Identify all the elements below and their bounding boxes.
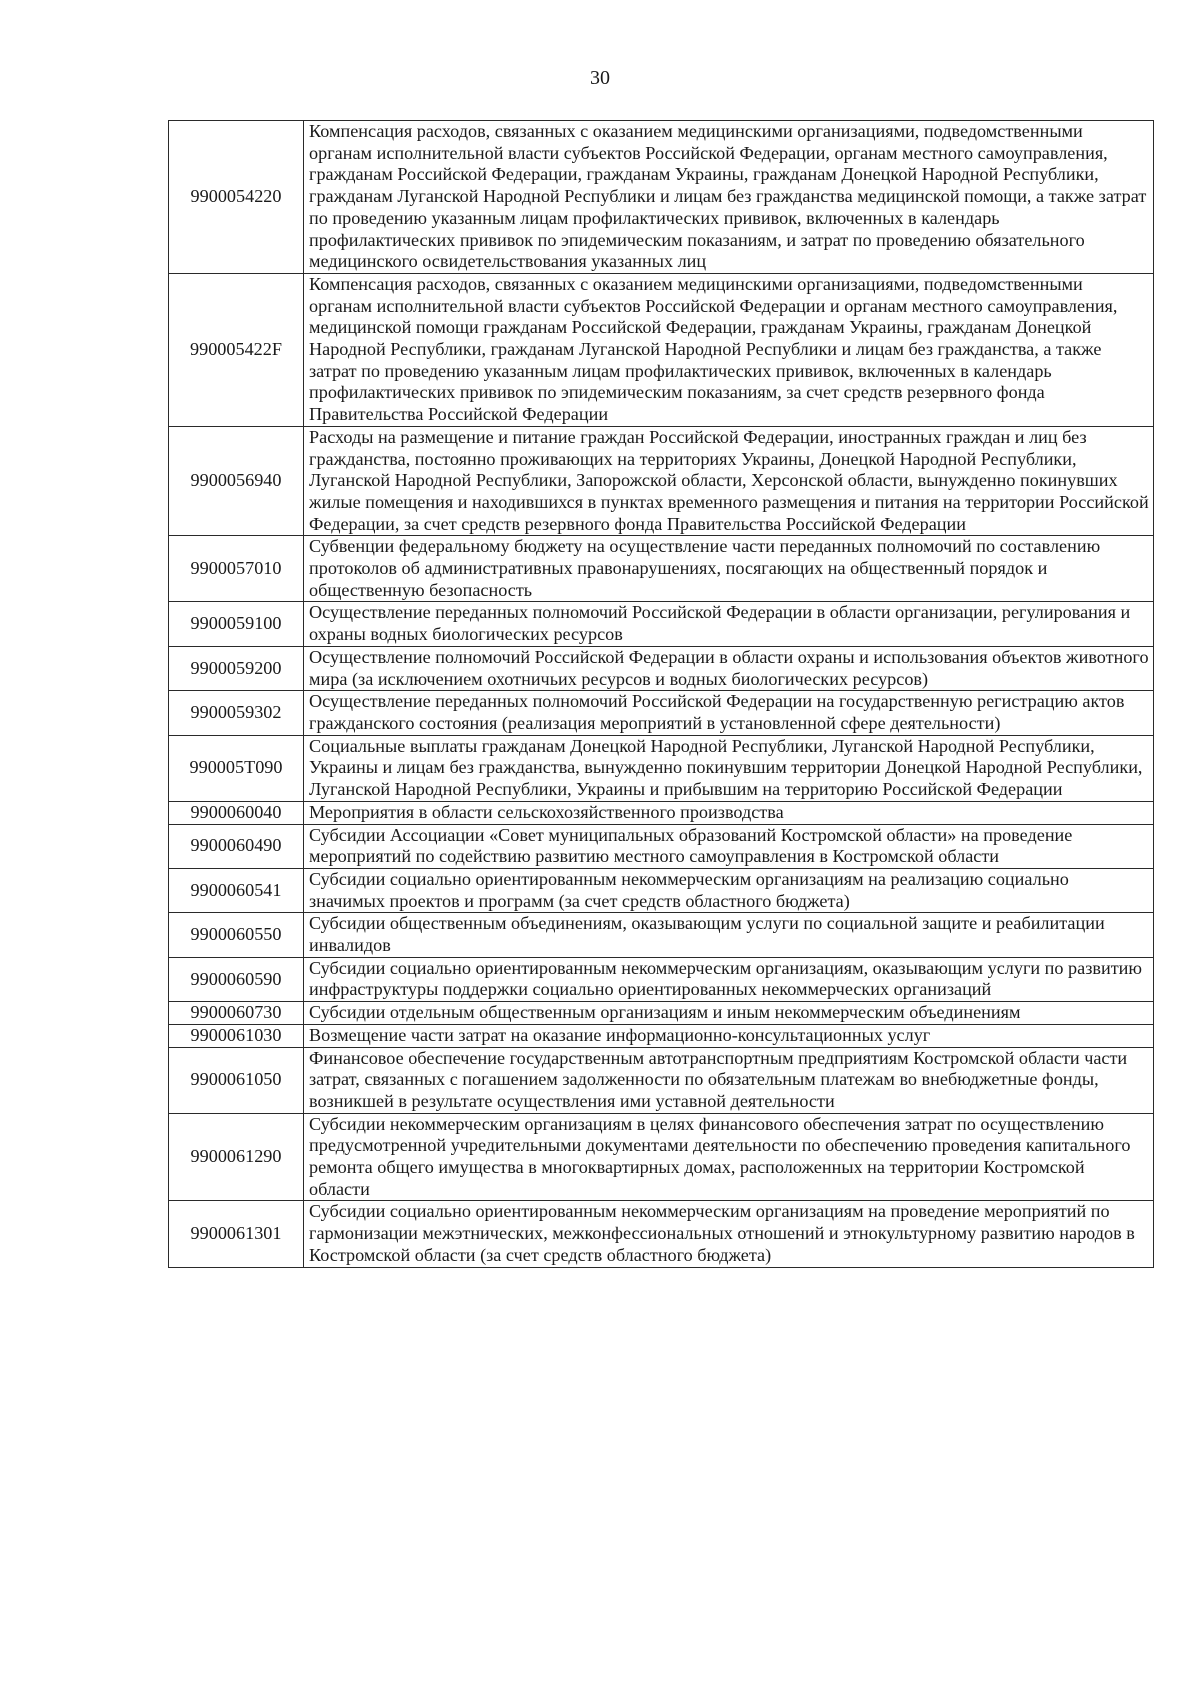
row-description: Компенсация расходов, связанных с оказанием медицинскими организациями, подведомственными органам исполнительной власти субъектов Российской Федерации, органам местного самоуправления, гражданам Российской Федерации, гражданам Украины, гражданам Донецкой Народной Республики, гражданам Луганской Народной Республики и лицам без гражданства медицинской помощи, а также затрат по проведению указанным лицам профилактических прививок, включенных в календарь профилактических прививок по эпидемическим показаниям, и затрат по проведению обязательного медицинского освидетельствования указанных лиц (304, 121, 1154, 274)
table-row (169, 536, 1154, 602)
row-description: Субсидии социально ориентированным некоммерческим организациям на проведение мероприятий по гармонизации межэтнических, межконфессиональных отношений и этнокультурному развитию народов в Костромской области (за счет средств областного бюджета) (304, 1201, 1154, 1267)
row-code: 9900054220 (169, 121, 304, 274)
table-row (169, 1201, 1154, 1267)
row-description: Субсидии Ассоциации «Совет муниципальных образований Костромской области» на проведение мероприятий по содействию развитию местного самоуправления в Костромской области (304, 824, 1154, 868)
table-row (169, 913, 1154, 957)
row-code: 990005Т090 (169, 735, 304, 801)
row-code: 9900060590 (169, 957, 304, 1001)
row-description: Осуществление переданных полномочий Российской Федерации в области организации, регулирования и охраны водных биологических ресурсов (304, 602, 1154, 646)
table-row (169, 868, 1154, 912)
row-description: Субсидии некоммерческим организациям в целях финансового обеспечения затрат по осуществлению предусмотренной учредительными документами деятельности по обеспечению проведения капитального ремонта общего имущества в многоквартирных домах, расположенных на территории Костромской области (304, 1113, 1154, 1201)
row-description: Возмещение части затрат на оказание информационно-консультационных услуг (304, 1024, 1154, 1047)
table-row (169, 273, 1154, 426)
row-code: 9900060730 (169, 1002, 304, 1025)
row-description: Субсидии отдельным общественным организациям и иным некоммерческим объединениям (304, 1002, 1154, 1025)
row-description: Расходы на размещение и питание граждан Российской Федерации, иностранных граждан и лиц без гражданства, постоянно проживающих на территориях Украины, Донецкой Народной Республики, Луганской Народной Республики, Запорожской области, Херсонской области, вынужденно покинувших жилые помещения и находившихся в пунктах временного размещения и питания на территории Российской Федерации, за счет средств резервного фонда Правительства Российской Федерации (304, 426, 1154, 536)
budget-code-table (168, 120, 1154, 1268)
row-code: 9900061050 (169, 1047, 304, 1113)
table-row (169, 1002, 1154, 1025)
table-row (169, 824, 1154, 868)
table-row (169, 801, 1154, 824)
row-code: 9900061301 (169, 1201, 304, 1267)
table-row (169, 1113, 1154, 1201)
row-code: 990005422F (169, 273, 304, 426)
row-code: 9900061030 (169, 1024, 304, 1047)
row-description: Осуществление переданных полномочий Российской Федерации на государственную регистрацию актов гражданского состояния (реализация мероприятий в установленной сфере деятельности) (304, 691, 1154, 735)
page-number: 30 (590, 67, 610, 89)
table-row (169, 602, 1154, 646)
row-description: Мероприятия в области сельскохозяйственного производства (304, 801, 1154, 824)
table-row (169, 957, 1154, 1001)
row-description: Социальные выплаты гражданам Донецкой Народной Республики, Луганской Народной Республики, Украины и лицам без гражданства, вынужденно покинувшим территории Донецкой Народной Республики, Луганской Народной Республики, Украины и прибывшим на территорию Российской Федерации (304, 735, 1154, 801)
row-code: 9900059200 (169, 646, 304, 690)
row-code: 9900060040 (169, 801, 304, 824)
row-description: Финансовое обеспечение государственным автотранспортным предприятиям Костромской области части затрат, связанных с погашением задолженности по обязательным платежам во внебюджетные фонды, возникшей в результате осуществления ими уставной деятельности (304, 1047, 1154, 1113)
table-row (169, 426, 1154, 536)
row-description: Субсидии социально ориентированным некоммерческим организациям на реализацию социально значимых проектов и программ (за счет средств областного бюджета) (304, 868, 1154, 912)
table-row (169, 1024, 1154, 1047)
row-code: 9900060541 (169, 868, 304, 912)
row-code: 9900060550 (169, 913, 304, 957)
table-row (169, 735, 1154, 801)
table-row (169, 691, 1154, 735)
row-description: Субсидии общественным объединениям, оказывающим услуги по социальной защите и реабилитации инвалидов (304, 913, 1154, 957)
row-code: 9900061290 (169, 1113, 304, 1201)
table-row (169, 646, 1154, 690)
row-code: 9900056940 (169, 426, 304, 536)
table-row (169, 1047, 1154, 1113)
row-code: 9900059100 (169, 602, 304, 646)
row-code: 9900059302 (169, 691, 304, 735)
row-description: Субвенции федеральному бюджету на осуществление части переданных полномочий по составлению протоколов об административных правонарушениях, посягающих на общественный порядок и общественную безопасность (304, 536, 1154, 602)
row-code: 9900060490 (169, 824, 304, 868)
row-description: Осуществление полномочий Российской Федерации в области охраны и использования объектов животного мира (за исключением охотничьих ресурсов и водных биологических ресурсов) (304, 646, 1154, 690)
row-code: 9900057010 (169, 536, 304, 602)
row-description: Субсидии социально ориентированным некоммерческим организациям, оказывающим услуги по развитию инфраструктуры поддержки социально ориентированных некоммерческих организаций (304, 957, 1154, 1001)
table-row (169, 121, 1154, 274)
row-description: Компенсация расходов, связанных с оказанием медицинскими организациями, подведомственными органам исполнительной власти субъектов Российской Федерации и органам местного самоуправления, медицинской помощи гражданам Российской Федерации, гражданам Украины, гражданам Донецкой Народной Республики, гражданам Луганской Народной Республики и лицам без гражданства, а также затрат по проведению указанным лицам профилактических прививок, включенных в календарь профилактических прививок по эпидемическим показаниям, за счет средств резервного фонда Правительства Российской Федерации (304, 273, 1154, 426)
